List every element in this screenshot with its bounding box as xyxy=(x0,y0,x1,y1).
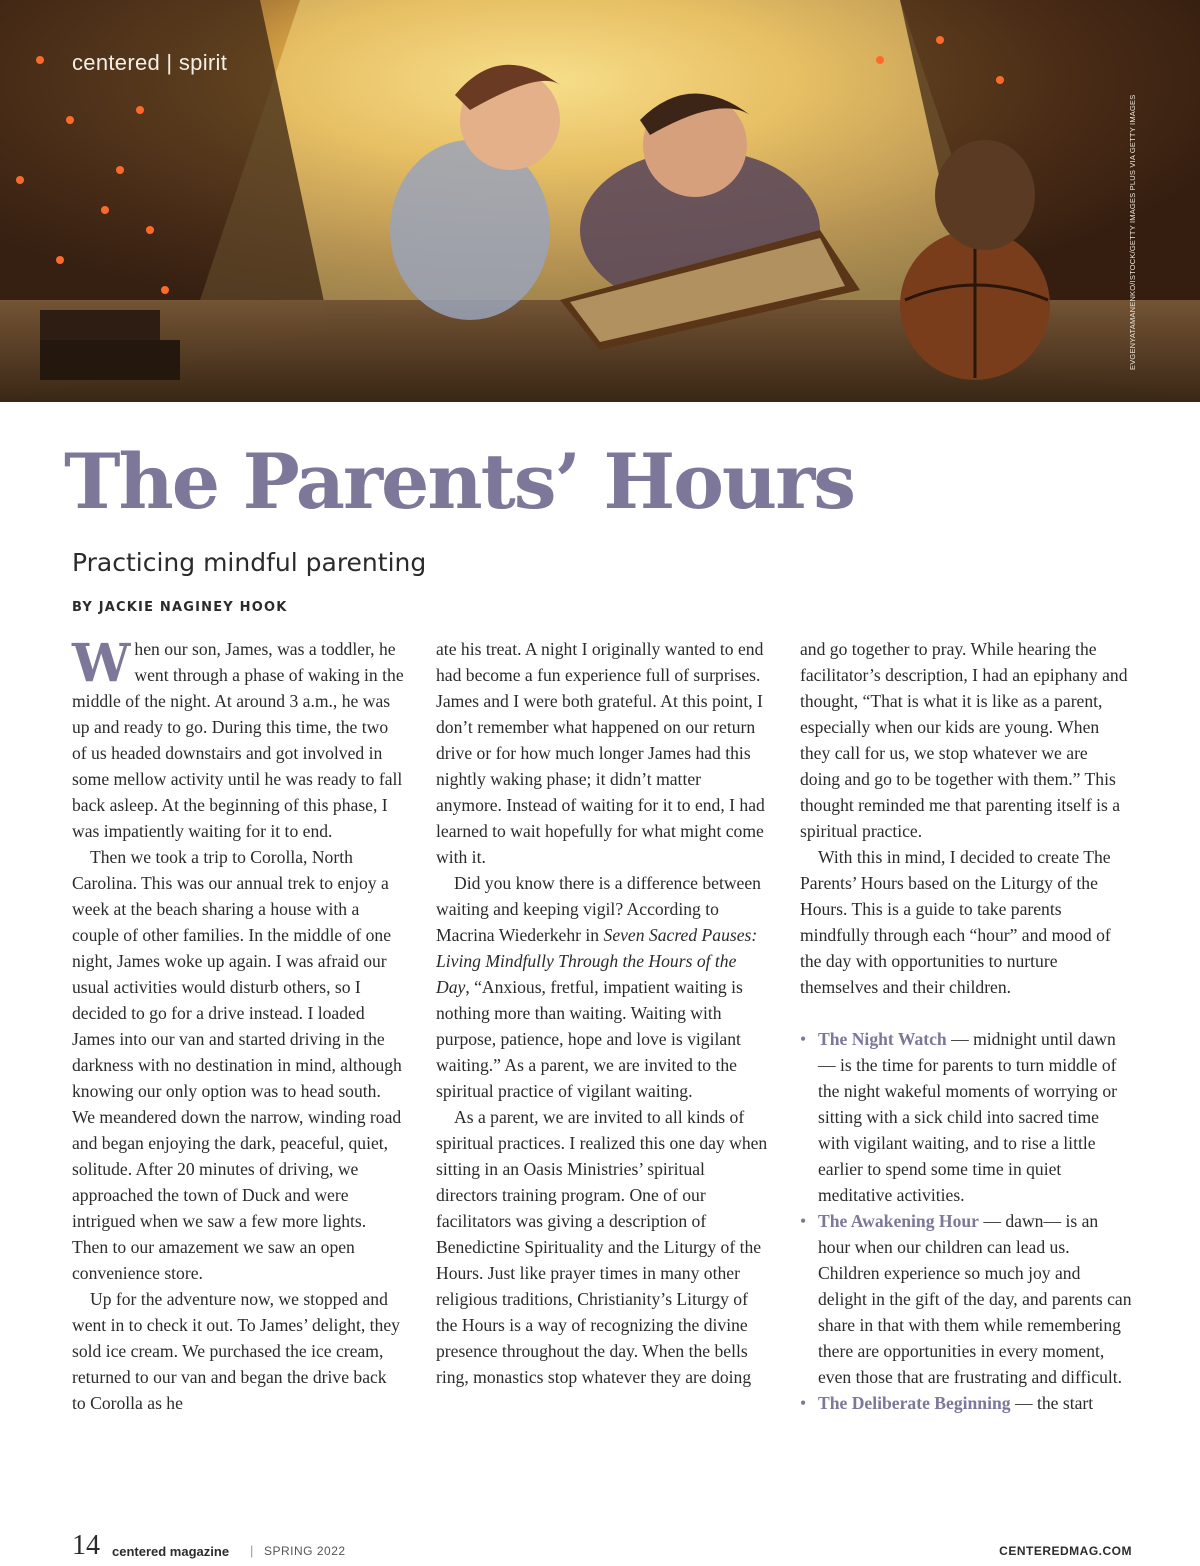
paragraph: ate his treat. A night I originally wanted to end had become a fun experience full of surprises. James and I were both grateful. At this point, I don’t remember what happened on our return drive or for how much longer James had this nightly waking phase; it didn’t matter anymore. Instead of waiting for it to end, I had learned to wait hopefully for what might come with it. xyxy=(436,639,765,867)
section-label: centered | spirit xyxy=(72,50,228,75)
article-title: The Parents’ Hours xyxy=(64,437,855,526)
photo-credit: EVGENYATAMANENKO/ISTOCK/GETTY IMAGES PLUS VIA GETTY IMAGES xyxy=(1128,94,1137,370)
paragraph-text: Did you know there is a difference between waiting and keeping vigil? According to Macrina Wiederkehr in xyxy=(436,873,761,945)
byline: BY JACKIE NAGINEY HOOK xyxy=(72,600,288,615)
page-number: 14 xyxy=(72,1530,100,1561)
page-footer xyxy=(72,1530,1132,1566)
hours-list xyxy=(800,1026,1132,1416)
article-subtitle: Practicing mindful parenting xyxy=(72,548,427,577)
drop-cap: W xyxy=(72,633,131,694)
column-1 xyxy=(72,633,404,1416)
hour-term: The Night Watch xyxy=(818,1029,947,1049)
paragraph xyxy=(436,870,768,1104)
magazine-name: centered magazine xyxy=(112,1544,230,1559)
paragraph: As a parent, we are invited to all kinds of spiritual practices. I realized this one day when sitting in an Oasis Ministries’ spiritual directors training program. One of our facilitators was giving a description of Benedictine Spirituality and the Liturgy of the Hours. Just like prayer times in many other religious traditions, Christianity’s Liturgy of the Hours is a way of recognizing the divine presence throughout the day. When the bells ring, monastics stop whatever they are doing xyxy=(436,1107,768,1387)
paragraph-text: , “Anxious, fretful, impatient waiting is nothing more than waiting. Waiting with purpose, patience, hope and love is vigilant waiting.” As a parent, we are invited to the spiritual practice of vigilant waiting. xyxy=(436,977,743,1101)
list-item xyxy=(800,1208,1132,1390)
book-title: Seven Sacred Pauses: Living Mindfully Through the Hours of the Day xyxy=(436,925,758,997)
hour-description: — dawn— is an hour when our children can lead us. Children experience so much joy and delight in the gift of the day, and parents can share in that with them while remembering there are opportunities in every moment, even those that are frustrating and difficult. xyxy=(818,1211,1132,1387)
paragraph: and go together to pray. While hearing the facilitator’s description, I had an epiphany and thought, “That is what it is like as a parent, especially when our kids are young. When they call for us, we stop whatever we are doing and go to be together with them.” This thought reminded me that parenting itself is a spiritual practice. xyxy=(800,639,1128,841)
paragraph: Up for the adventure now, we stopped and went in to check it out. To James’ delight, they sold ice cream. We purchased the ice cream, returned to our van and began the drive back to Corolla as he xyxy=(72,1289,400,1413)
paragraph xyxy=(72,633,404,844)
column-3 xyxy=(800,636,1132,1416)
paragraph: With this in mind, I decided to create The Parents’ Hours based on the Liturgy of the Hours. This is a guide to take parents mindfully through each “hour” and mood of the day with opportunities to nurture themselves and their children. xyxy=(800,847,1111,997)
website-link[interactable]: CENTEREDMAG.COM xyxy=(999,1544,1132,1558)
hour-description: — midnight until dawn — is the time for parents to turn middle of the night wakeful moments of worrying or sitting with a sick child into sacred time with vigilant waiting, and to rise a little earlier to spend some time in quiet meditative activities. xyxy=(818,1029,1118,1205)
hour-term: The Deliberate Beginning xyxy=(818,1393,1011,1413)
hour-description: — the start xyxy=(1010,1393,1094,1413)
list-item xyxy=(800,1026,1132,1208)
list-item xyxy=(800,1390,1132,1416)
hero-photo xyxy=(0,0,1200,402)
footer-separator: | xyxy=(250,1543,254,1558)
paragraph-text: hen our son, James, was a toddler, he went through a phase of waking in the middle of the night. At around 3 a.m., he was up and ready to go. During this time, the two of us headed downstairs and got involved in some mellow activity until he was ready to fall back asleep. At the beginning of this phase, I was impatiently waiting for it to end. xyxy=(72,639,404,841)
column-2 xyxy=(436,636,768,1390)
paragraph: Then we took a trip to Corolla, North Carolina. This was our annual trek to enjoy a week at the beach sharing a house with a couple of other families. In the middle of one night, James woke up again. I was afraid our usual activities would disturb others, so I decided to go for a drive instead. I loaded James into our van and started driving in the darkness with no destination in mind, although knowing our only option was to head south. We meandered down the narrow, winding road and began enjoying the dark, peaceful, quiet, solitude. After 20 minutes of driving, we approached the town of Duck and were intrigued when we saw a few more lights. Then to our amazement we saw an open convenience store. xyxy=(72,847,402,1283)
hour-term: The Awakening Hour xyxy=(818,1211,979,1231)
issue-label: SPRING 2022 xyxy=(264,1544,346,1558)
